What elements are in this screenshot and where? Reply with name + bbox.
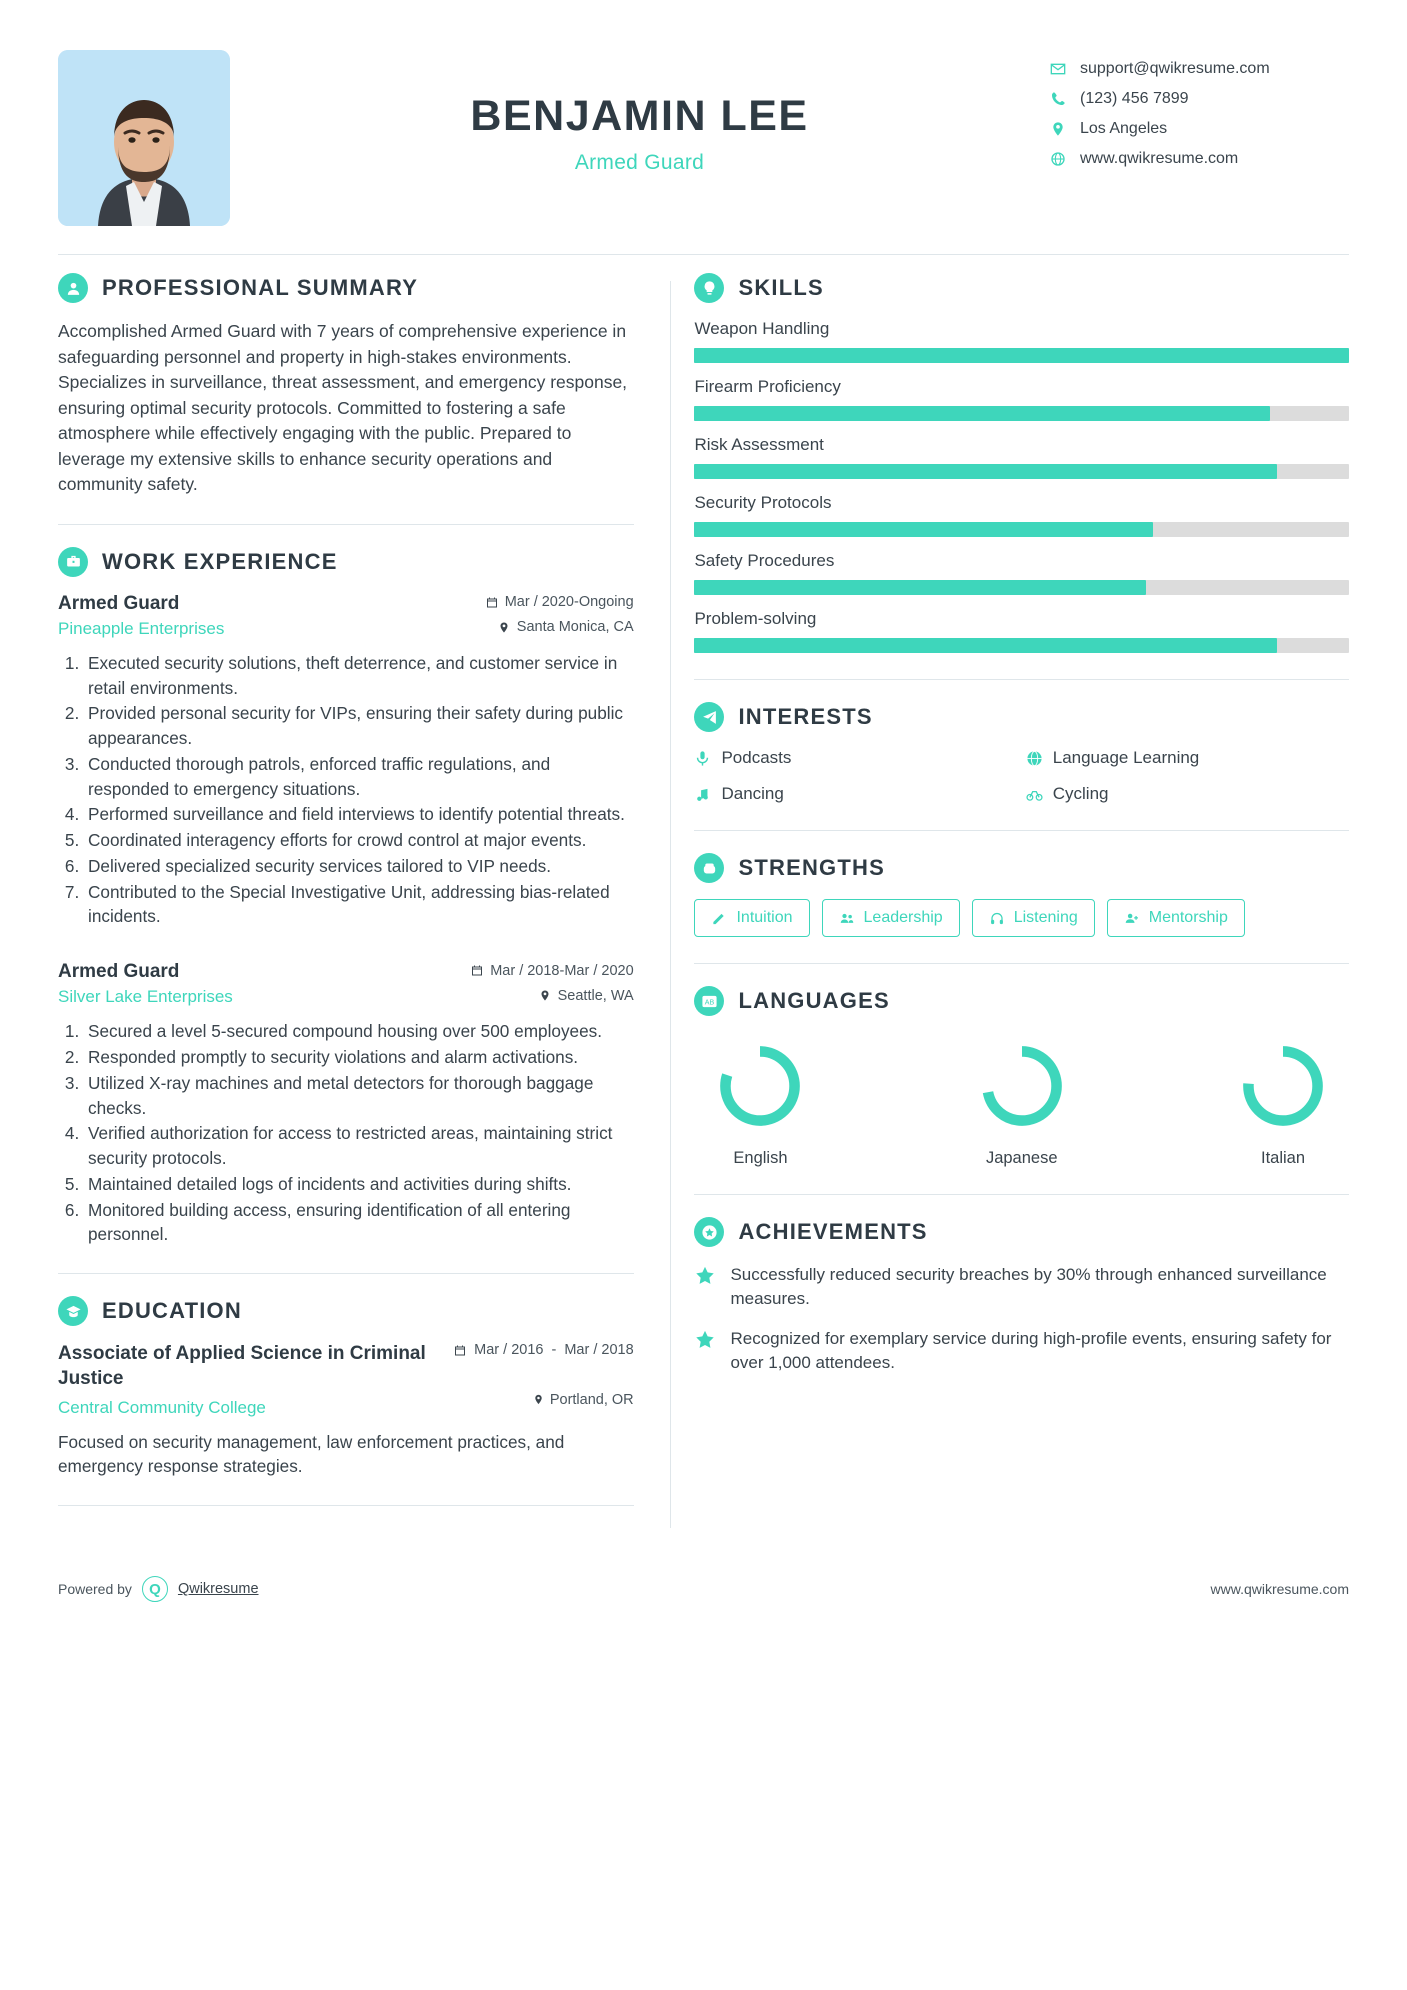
paper-plane-icon: [694, 702, 724, 732]
lightbulb-icon: [694, 273, 724, 303]
work-item: [58, 961, 634, 1247]
duty-item: 2. Provided personal security for VIPs, ensuring their safety during public appearances.: [84, 701, 634, 751]
pen-icon: [711, 911, 727, 926]
interest-item: [1026, 784, 1349, 804]
contact-website-value: www.qwikresume.com: [1080, 150, 1239, 167]
strength-chip: [1107, 899, 1245, 937]
full-name: BENJAMIN LEE: [470, 92, 809, 140]
language-label: Italian: [1260, 1149, 1306, 1167]
section-divider: [694, 830, 1349, 831]
duty-item: 1. Secured a level 5-secured compound housing over 500 employees.: [84, 1019, 634, 1044]
calendar-icon: [454, 1344, 466, 1357]
contact-email-value: support@qwikresume.com: [1080, 60, 1270, 77]
section-skills: [694, 273, 1349, 653]
section-title: LANGUAGES: [738, 988, 890, 1013]
section-divider: [58, 524, 634, 525]
skill-label: Risk Assessment: [694, 435, 824, 454]
section-header: [58, 273, 634, 303]
job-location: [498, 619, 634, 635]
skill-item: [694, 377, 1349, 421]
job-dates: [471, 963, 633, 979]
skill-label: Firearm Proficiency: [694, 377, 841, 396]
globe-icon: [1049, 150, 1067, 168]
job-title: Armed Guard: [574, 151, 705, 174]
skill-bar-track: [694, 580, 1349, 595]
section-title: STRENGTHS: [738, 855, 885, 880]
strength-chip: [972, 899, 1095, 937]
duty-item: 4. Verified authorization for access to restricted areas, maintaining strict security protocols.: [84, 1121, 634, 1171]
job-duties: [84, 651, 634, 929]
duty-item: 3. Conducted thorough patrols, enforced traffic regulations, and responded to emergency situations.: [84, 752, 634, 802]
skill-item: [694, 319, 1349, 363]
education-location: [533, 1392, 634, 1408]
interest-item: [694, 748, 1017, 768]
job-company: Pineapple Enterprises: [58, 618, 225, 638]
duty-item: 4. Performed surveillance and field interviews to identify potential threats.: [84, 802, 634, 827]
interest-label: Podcasts: [721, 748, 792, 767]
education-end: Mar / 2018: [564, 1342, 634, 1359]
education-degree: Associate of Applied Science in Criminal Justice: [58, 1343, 426, 1389]
music-note-icon: [694, 786, 711, 803]
qwikresume-link[interactable]: Qwikresume: [177, 1581, 259, 1598]
contact-email[interactable]: [1049, 60, 1349, 78]
interest-item: [1026, 748, 1349, 768]
users-icon: [839, 911, 855, 926]
envelope-icon: [1049, 60, 1067, 78]
user-plus-icon: [1124, 911, 1140, 926]
job-location: [539, 988, 634, 1004]
strength-label: Mentorship: [1148, 909, 1228, 926]
section-header: [694, 986, 1349, 1016]
contact-location-value: Los Angeles: [1080, 120, 1168, 137]
section-title: EDUCATION: [102, 1298, 242, 1324]
section-achievements: [694, 1217, 1349, 1376]
job-location-value: Santa Monica, CA: [516, 619, 634, 636]
footer-website: www.qwikresume.com: [1210, 1581, 1349, 1598]
header-divider: [58, 254, 1349, 255]
achievement-item: [694, 1263, 1349, 1311]
section-education: [58, 1296, 634, 1479]
calendar-icon: [471, 964, 483, 977]
resume-body: [58, 273, 1349, 1528]
duty-item: 6. Delivered specialized security services tailored to VIP needs.: [84, 854, 634, 879]
skill-bar-fill: [694, 522, 1152, 537]
skill-bar-track: [694, 638, 1349, 653]
microphone-icon: [694, 750, 711, 767]
skill-bar-fill: [694, 638, 1277, 653]
section-title: WORK EXPERIENCE: [102, 548, 338, 574]
bicycle-icon: [1026, 786, 1043, 803]
achievement-item: [694, 1327, 1349, 1375]
skill-bar-fill: [694, 580, 1146, 595]
location-pin-icon: [498, 621, 510, 634]
interest-label: Language Learning: [1052, 748, 1200, 767]
avatar: [58, 50, 230, 226]
section-divider: [694, 1194, 1349, 1195]
skill-bar-track: [694, 406, 1349, 421]
user-circle-icon: [58, 273, 88, 303]
interest-label: Cycling: [1052, 784, 1109, 803]
skill-item: [694, 435, 1349, 479]
section-title: SKILLS: [738, 275, 824, 300]
phone-icon: [1049, 90, 1067, 108]
duty-item: 5. Maintained detailed logs of incidents and activities during shifts.: [84, 1172, 634, 1197]
job-role: Armed Guard: [58, 592, 180, 614]
right-column: [694, 273, 1349, 1528]
left-column: [58, 273, 670, 1528]
language-item: [962, 1038, 1082, 1168]
section-title: INTERESTS: [738, 704, 873, 729]
skill-label: Problem-solving: [694, 609, 817, 628]
contact-website[interactable]: [1049, 150, 1349, 168]
translate-icon: [694, 986, 724, 1016]
duty-item: 3. Utilized X-ray machines and metal detectors for thorough baggage checks.: [84, 1071, 634, 1121]
job-role: Armed Guard: [58, 961, 180, 983]
fist-icon: [694, 853, 724, 883]
section-title: PROFESSIONAL SUMMARY: [102, 275, 419, 300]
skill-bar-fill: [694, 464, 1277, 479]
skill-item: [694, 493, 1349, 537]
duty-item: 6. Monitored building access, ensuring identification of all entering personnel.: [84, 1198, 634, 1248]
strength-chip: [822, 899, 960, 937]
location-pin-icon: [533, 1393, 544, 1406]
skill-label: Security Protocols: [694, 493, 832, 512]
language-item: [1223, 1038, 1343, 1168]
duty-item: 2. Responded promptly to security violations and alarm activations.: [84, 1045, 634, 1070]
job-dates-value: Mar / 2018-Mar / 2020: [490, 962, 634, 979]
portrait-photo-icon: [58, 50, 230, 226]
headphones-icon: [989, 911, 1005, 926]
page-footer: [58, 1562, 1349, 1602]
skill-label: Weapon Handling: [694, 319, 830, 338]
graduation-cap-icon: [58, 1296, 88, 1326]
achievement-text: Successfully reduced security breaches by 30% through enhanced surveillance measures.: [730, 1265, 1327, 1309]
briefcase-icon: [58, 547, 88, 577]
contact-location[interactable]: [1049, 120, 1349, 138]
star-icon: [694, 1265, 716, 1287]
section-professional-summary: [58, 273, 634, 498]
section-strengths: [694, 853, 1349, 937]
skill-bar-track: [694, 522, 1349, 537]
job-duties: [84, 1019, 634, 1247]
strength-label: Intuition: [736, 909, 793, 926]
contact-phone[interactable]: [1049, 90, 1349, 108]
section-header: [58, 547, 634, 577]
star-badge-icon: [694, 1217, 724, 1247]
strength-label: Leadership: [863, 909, 943, 926]
education-start: Mar / 2016: [474, 1342, 544, 1359]
contact-list: [1049, 50, 1349, 168]
job-dates-value: Mar / 2020-Ongoing: [504, 594, 634, 611]
skill-bar-fill: [694, 348, 1349, 363]
job-dates: [486, 594, 634, 610]
column-divider: [670, 281, 671, 1528]
section-work-experience: [58, 547, 634, 1247]
summary-text: Accomplished Armed Guard with 7 years of comprehensive experience in safeguarding personnel and property in high-stakes environments. Specializes in surveillance, threat assessment, and emergency response, ensuring optimal security protocols. Committed to fostering a safe atmosphere while effectively engaging with the public. Prepared to leverage my extensive skills to enhance security operations and community safety.: [58, 321, 628, 495]
svg-text:AB: AB: [704, 997, 715, 1006]
location-pin-icon: [539, 989, 551, 1002]
skill-bar-fill: [694, 406, 1270, 421]
section-divider: [58, 1273, 634, 1274]
interest-item: [694, 784, 1017, 804]
section-header: [694, 853, 1349, 883]
job-location-value: Seattle, WA: [557, 987, 634, 1004]
skill-bar-track: [694, 348, 1349, 363]
section-header: [694, 1217, 1349, 1247]
achievement-text: Recognized for exemplary service during high-profile events, ensuring safety for over 1,000 attendees.: [730, 1329, 1332, 1373]
duty-item: 7. Contributed to the Special Investigative Unit, addressing bias-related incidents.: [84, 880, 634, 930]
education-school: Central Community College: [58, 1397, 266, 1417]
education-dates: Mar / 2016 - Mar / 2018: [454, 1342, 634, 1359]
job-company: Silver Lake Enterprises: [58, 987, 233, 1007]
section-header: [694, 702, 1349, 732]
star-icon: [694, 1329, 716, 1351]
duty-item: 1. Executed security solutions, theft deterrence, and customer service in retail environments.: [84, 651, 634, 701]
section-languages: [694, 986, 1349, 1168]
section-divider: [694, 679, 1349, 680]
contact-phone-value: (123) 456 7899: [1080, 90, 1189, 107]
language-label: Japanese: [985, 1149, 1058, 1167]
name-block: [230, 50, 1049, 175]
qwikresume-logo-icon: Q: [142, 1576, 168, 1602]
section-header: [58, 1296, 634, 1326]
globe-icon: [1026, 750, 1043, 767]
language-progress-ring: [1235, 1038, 1331, 1134]
strength-chip: [694, 899, 809, 937]
section-divider: [694, 963, 1349, 964]
footer-branding: [58, 1576, 259, 1602]
education-description: Focused on security management, law enforcement practices, and emergency response strategies.: [58, 1431, 565, 1477]
section-header: [694, 273, 1349, 303]
skill-item: [694, 551, 1349, 595]
powered-by-label: Powered by: [58, 1581, 132, 1598]
section-divider: [58, 1505, 634, 1506]
education-location-value: Portland, OR: [549, 1391, 634, 1408]
section-title: ACHIEVEMENTS: [738, 1219, 928, 1244]
skill-item: [694, 609, 1349, 653]
skill-label: Safety Procedures: [694, 551, 835, 570]
skill-bar-track: [694, 464, 1349, 479]
strength-label: Listening: [1013, 909, 1078, 926]
work-item: [58, 593, 634, 929]
resume-header: [58, 40, 1349, 226]
language-progress-ring: [712, 1038, 808, 1134]
language-label: English: [733, 1149, 788, 1167]
duty-item: 5. Coordinated interagency efforts for crowd control at major events.: [84, 828, 634, 853]
section-interests: [694, 702, 1349, 804]
interest-label: Dancing: [721, 784, 784, 803]
location-pin-icon: [1049, 120, 1067, 138]
language-item: [700, 1038, 820, 1168]
language-progress-ring: [974, 1038, 1070, 1134]
calendar-icon: [486, 596, 498, 609]
